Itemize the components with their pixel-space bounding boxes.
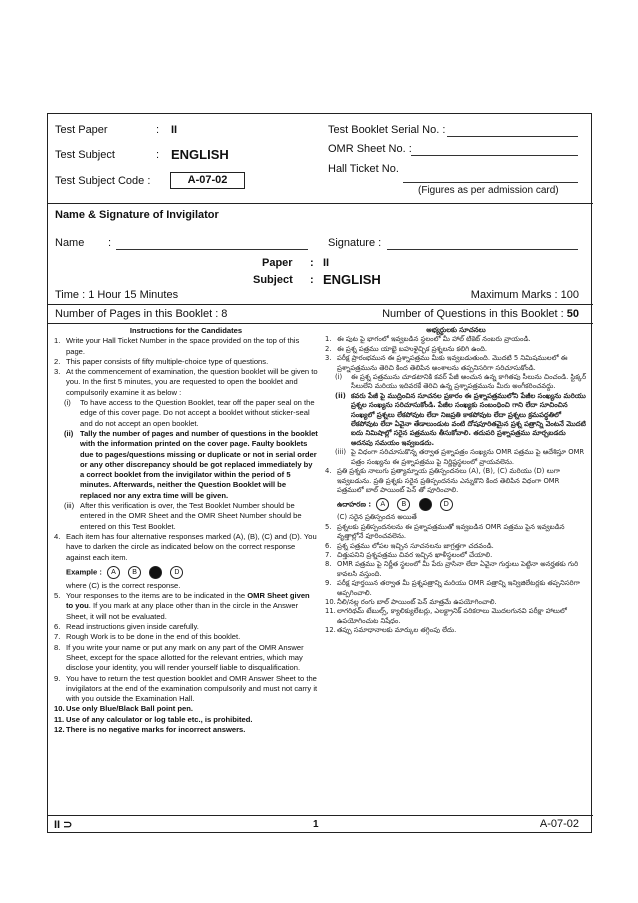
divider xyxy=(48,815,593,816)
instruction-item: 7. Rough Work is to be done in the end of this booklet. xyxy=(54,632,241,642)
instructions-english xyxy=(54,326,318,735)
booklet-serial-label: Test Booklet Serial No. : xyxy=(328,124,446,136)
instruction-item: 5. Your responses to the items are to be indicated in the OMR Sheet given to you. If you mark at any place other than in the circle in the Answer Sheet, it will not be evaluated. xyxy=(54,591,310,621)
instruction-item: 9. You have to return the test question booklet and OMR Answer Sheet to the invigilators at the end of the examination compulsorily and must not carry it with you outside the Examination Hall. xyxy=(54,673,318,704)
instruction-item: 10. Use only Blue/Black Ball point pen. xyxy=(54,704,194,714)
admission-note: (Figures as per admission card) xyxy=(418,185,559,196)
colon: : xyxy=(156,124,160,136)
hall-ticket-line[interactable] xyxy=(403,182,578,183)
example-note-telugu: (C) సరైన ప్రతిస్పందన అయితే xyxy=(337,513,417,522)
instruction-item: 1. Write your Hall Ticket Number in the space provided on the top of this page. xyxy=(54,336,300,356)
colon: : xyxy=(156,149,160,161)
page-frame xyxy=(47,113,592,833)
instruction-item: 4. Each item has four alternative responses marked (A), (B), (C) and (D). You have to darken the circle as indicated below on the correct response against each item. xyxy=(54,531,317,562)
instruction-item: 8. If you write your name or put any mark on any part of the OMR Answer Sheet, except for the space allotted for the relevant entries, which may disclose your identity, you will render yourself liable to disqualification. xyxy=(54,642,304,673)
subject-value: ENGLISH xyxy=(323,272,381,287)
omr-sheet-line[interactable] xyxy=(411,155,578,156)
instructions-title: Instructions for the Candidates xyxy=(129,326,243,335)
example-note: where (C) is the correct response. xyxy=(66,580,181,590)
option-a-bubble: A xyxy=(107,566,120,579)
colon: : xyxy=(310,274,314,286)
test-paper-value: II xyxy=(171,124,178,136)
questions-value: 50 xyxy=(566,308,579,320)
invigilator-name-line[interactable] xyxy=(116,249,308,250)
pages-count: Number of Pages in this Booklet : 8 xyxy=(55,308,228,320)
test-subject-code-label: Test Subject Code : xyxy=(55,175,151,187)
instruction-item-telugu: 4. ప్రతి ప్రశ్నకు నాలుగు ప్రత్యామ్నాయ ప్రతిస్పందనలు (A), (B), (C) మరియు (D) లుగా ఇవ్వబడును. ప్రతి ప్రశ్నకు సరైన ప్రతిస్పందనను ఎన్నుకొని కింద తెలిపిన విధంగా OMR పత్రములో బాల్ పాయింట్ పెన్ తో పూరించాలి. xyxy=(325,467,561,494)
colon: : xyxy=(310,257,314,269)
invigilator-name-label: Name xyxy=(55,237,85,249)
questions-label: Number of Questions in this Booklet : xyxy=(382,308,564,320)
omr-sheet-label: OMR Sheet No. : xyxy=(328,143,412,155)
divider xyxy=(48,304,593,305)
instruction-item-telugu: 6. ప్రశ్న పత్రము లోపల ఇచ్చిన సూచనలను జాగ్రత్తగా చదవండి. xyxy=(325,541,494,550)
colon: : xyxy=(108,237,112,249)
page-number: 1 xyxy=(313,819,319,830)
test-subject-code-box: A-07-02 xyxy=(170,172,245,189)
instruction-item-telugu: 11. లాగరిథమ్ టేబుల్స్, క్యాలిక్యులేటర్లు, ఎలక్ట్రానిక్ పరికరాలు మొదలగునవి పరీక్షా హాలులో ఉపయోగించుట నిషేధం. xyxy=(325,607,567,625)
instruction-item-telugu: 2. ఈ ప్రశ్న పత్రము యాభై బహుళైచ్ఛిక ప్రశ్నలను కలిగి ఉంది. xyxy=(325,344,488,353)
instruction-item: 11. Use of any calculator or log table etc., is prohibited. xyxy=(54,714,253,724)
instruction-item: 2. This paper consists of fifty multiple-choice type of questions. xyxy=(54,356,269,366)
divider xyxy=(48,323,593,324)
test-paper-label: Test Paper xyxy=(55,124,108,136)
option-d-bubble: D xyxy=(170,566,183,579)
example-row-telugu xyxy=(337,498,587,511)
instruction-item-telugu: 5. ప్రశ్నలకు ప్రతిస్పందనలను ఈ ప్రశ్నాపత్రముతో ఇవ్వబడిన OMR పత్రము పైన ఇవ్వబడిన వృత్తాల్లోనే పూరించవలెను. xyxy=(325,522,565,541)
example-row xyxy=(66,566,318,579)
instruction-subitem: (ii) Tally the number of pages and number of questions in the booklet with the information printed on the cover page. Faulty booklets due to pages/questions missing or duplicate or not in serial order or any other discrepancy should be got replaced immediately by a correct booklet from the invigilator within the period of 5 minutes. Afterwards, neither the Question Booklet will be replaced nor any extra time will be given. xyxy=(64,428,318,500)
instruction-subitem-telugu: (i) ఈ ప్రశ్న పత్రమును చూడటానికి కవర్ పేజీ అంచున ఉన్న కాగితపు సీలును చించండి. స్టిక్కర్ సీలులేని మరియు ఇదివరకే తెరిచి ఉన్న ప్రశ్నాపత్రమును మీరు అంగీకరించవద్దు. xyxy=(335,373,587,391)
instruction-item-telugu: 7. చిత్తుపనిని ప్రశ్నపత్రము చివర ఇచ్చిన ఖాళీస్థలంలో చేయాలి. xyxy=(325,550,493,559)
option-b-bubble: B xyxy=(397,498,410,511)
instruction-item-telugu: 12. తప్పు సమాధానాలకు మార్కుల తగ్గింపు లేదు. xyxy=(325,626,457,635)
invigilator-signature-label: Signature : xyxy=(328,237,382,249)
paper-value: II xyxy=(323,257,330,269)
time-info: Time : 1 Hour 15 Minutes xyxy=(55,289,179,301)
instruction-item-telugu: 1. ఈ పుట పై భాగంలో ఇవ్వబడిన స్థలంలో మీ హాల్ టికెట్ నంబరు వ్రాయండి. xyxy=(325,335,531,344)
option-a-bubble: A xyxy=(376,498,389,511)
instruction-item: 6. Read instructions given inside carefully. xyxy=(54,622,199,632)
invigilator-signature-line[interactable] xyxy=(387,249,578,250)
option-d-bubble: D xyxy=(440,498,453,511)
instructions-telugu xyxy=(325,326,587,636)
instruction-item: 12. There is no negative marks for incorrect answers. xyxy=(54,724,246,734)
paper-label: Paper xyxy=(262,257,293,269)
instruction-item-telugu: 3. పరీక్ష ప్రారంభమున ఈ ప్రశ్నాపత్రము మీకు ఇవ్వబడుతుంది. మొదటి 5 నిమిషములలో ఈ ప్రశ్నాపత్రమును తెరిచి కింద తెలిపిన అంశాలను తప్పనిసరిగా సరిచూసుకోండి. xyxy=(325,354,568,372)
option-b-bubble: B xyxy=(128,566,141,579)
example-label-telugu: ఉదాహరణ : xyxy=(337,500,372,509)
instruction-item-telugu: 9. పరీక్ష పూర్తయిన తర్వాత మీ ప్రశ్నపత్రాన్ని మరియు OMR పత్రాన్ని ఇన్విజిలేటర్లకు తప్పనిసరిగా అప్పగించాలి. xyxy=(325,579,580,597)
instruction-subitem: (iii) After this verification is over, the Test Booklet Number should be entered in the OMR Sheet and the OMR Sheet Number should be entered on this Test Booklet. xyxy=(64,501,302,531)
questions-count xyxy=(382,308,579,320)
instruction-subitem: (i) To have access to the Question Booklet, tear off the paper seal on the edge of this cover page. Do not accept a booklet without sticker-seal and do not accept an open booklet. xyxy=(64,398,315,428)
option-c-filled-bubble xyxy=(149,566,162,579)
hall-ticket-label: Hall Ticket No. xyxy=(328,163,399,175)
booklet-serial-line[interactable] xyxy=(447,136,578,137)
instruction-item-telugu: 8. OMR పత్రము పై నిర్ణీత స్థలంలో మీ పేరు వ్రాసినా లేదా ఏవైనా గుర్తులు పెట్టినా అనర్హతకు గురి కావలసి వస్తుంది. xyxy=(325,560,579,578)
instruction-subitem-telugu: (iii) పై విధంగా సరిచూసుకొన్న తర్వాత ప్రశ్నాపత్రం సంఖ్యను OMR పత్రము పై ఆదేశిస్తూ OMR పత్రం సంఖ్యను ఈ ప్రశ్నాపత్రము పై నిర్ణిష్టస్థలంలో వ్రాయవలెను. xyxy=(335,448,585,466)
footer-code: A-07-02 xyxy=(539,818,579,830)
instruction-item-telugu: 10. నీలి/నల్ల రంగు బాల్ పాయింట్ పెన్ మాత్రమే ఉపయోగించాలి. xyxy=(325,597,497,606)
max-marks: Maximum Marks : 100 xyxy=(470,289,579,301)
test-subject-value: ENGLISH xyxy=(171,147,229,162)
footer-paper-mark: II ⊃ xyxy=(54,819,73,831)
invigilator-heading: Name & Signature of Invigilator xyxy=(55,209,219,221)
instruction-item: 3. At the commencement of examination, the question booklet will be given to you. In the first 5 minutes, you are requested to open the booklet and compulsorily examine it as below : xyxy=(54,367,318,397)
option-c-filled-bubble xyxy=(419,498,432,511)
example-label: Example : xyxy=(66,567,102,577)
test-subject-label: Test Subject xyxy=(55,149,115,161)
divider xyxy=(48,203,593,204)
subject-label: Subject xyxy=(253,274,293,286)
instruction-subitem-telugu: (ii) కవరు పేజీ పై ముద్రించిన సూచనల ప్రకారం ఈ ప్రశ్నాపత్రములోని పేజీల సంఖ్యను మరియు ప్రశ్నల సంఖ్యను సరిచూసుకోండి. పేజీల సంఖ్యకు సంబంధించి గాని లేదా సూచించిన సంఖ్యలో ప్రశ్నలు లేకపోవుట లేదా నిజప్రతి కాకపోవుట లేదా ప్రశ్నలు క్రమపద్ధతిలో లేకపోవుట లేదా ఏవైనా తేడాలుండుట వంటి దోషపూరితమైన ప్రశ్న పత్రాన్ని వెంటనే మొదటి ఐదు నిమిషాల్లో సరైన పత్రమును తీసుకోవాలి. తదుపరి ప్రశ్నాపత్రము మార్చబడదు అదనపు సమయం ఇవ్వబడదు. xyxy=(335,391,586,447)
instructions-title-telugu: అభ్యర్థులకు సూచనలు xyxy=(426,326,486,334)
